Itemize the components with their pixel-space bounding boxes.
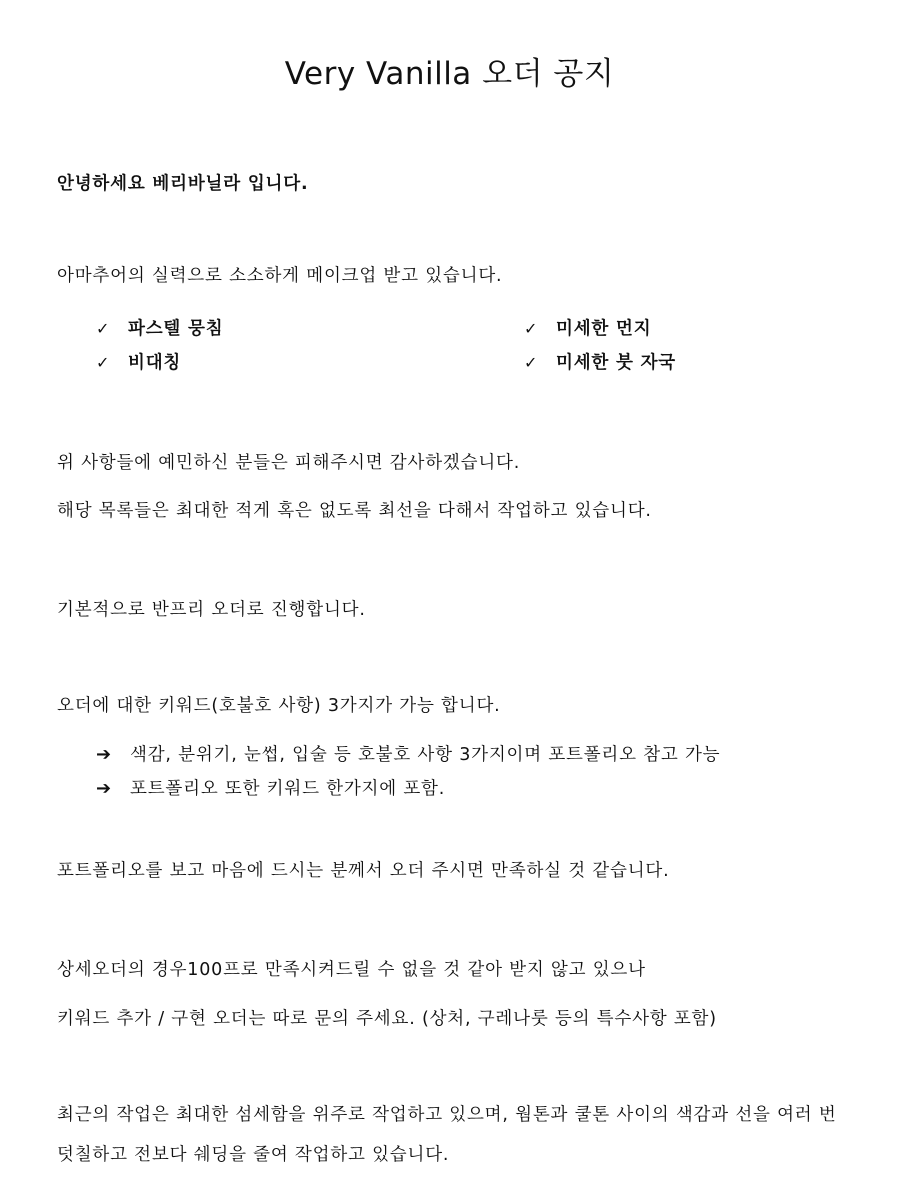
effort-note: 해당 목록들은 최대한 적게 혹은 없도록 최선을 다해서 작업하고 있습니다. bbox=[57, 501, 652, 521]
checklist-item bbox=[96, 315, 223, 340]
detail-order-note: 상세오더의 경우100프로 만족시켜드릴 수 없을 것 같아 받지 않고 있으나 bbox=[57, 960, 646, 980]
page-title: Very Vanilla 오더 공지 bbox=[284, 56, 615, 92]
basic-order-note: 기본적으로 반프리 오더로 진행합니다. bbox=[57, 600, 366, 620]
arrow-right-icon: ➔ bbox=[96, 744, 112, 765]
checklist-item bbox=[524, 349, 676, 374]
check-icon: ✓ bbox=[96, 353, 111, 372]
checklist-item bbox=[524, 315, 651, 340]
keyword-note: 오더에 대한 키워드(호불호 사항) 3가지가 가능 합니다. bbox=[57, 696, 501, 716]
checklist-item bbox=[96, 349, 181, 374]
checklist-item-label: 비대칭 bbox=[128, 353, 182, 373]
keyword-detail-label: 색감, 분위기, 눈썹, 입술 등 호불호 사항 3가지이며 포트폴리오 참고 가능 bbox=[130, 745, 721, 765]
check-icon: ✓ bbox=[524, 319, 539, 338]
keyword-detail-item bbox=[96, 741, 720, 766]
checklist-item-label: 미세한 붓 자국 bbox=[556, 353, 677, 373]
detail-order-inquiry: 키워드 추가 / 구현 오더는 따로 문의 주세요. (상처, 구레나룻 등의 특수사항 포함) bbox=[57, 1009, 717, 1029]
portfolio-note: 포트폴리오를 보고 마음에 드시는 분께서 오더 주시면 만족하실 것 같습니다. bbox=[57, 861, 670, 881]
sensitive-note: 위 사항들에 예민하신 분들은 피해주시면 감사하겠습니다. bbox=[57, 453, 521, 473]
check-icon: ✓ bbox=[524, 353, 539, 372]
checklist-item-label: 미세한 먼지 bbox=[556, 319, 652, 339]
arrow-right-icon: ➔ bbox=[96, 778, 112, 799]
recent-work-note: 최근의 작업은 최대한 섬세함을 위주로 작업하고 있으며, 웜톤과 쿨톤 사이의 색감과 선을 여러 번 덧칠하고 전보다 쉐딩을 줄여 작업하고 있습니다. bbox=[57, 1105, 837, 1165]
keyword-detail-label: 포트폴리오 또한 키워드 한가지에 포함. bbox=[130, 779, 446, 799]
check-icon: ✓ bbox=[96, 319, 111, 338]
keyword-detail-item bbox=[96, 775, 445, 800]
intro-text: 아마추어의 실력으로 소소하게 메이크업 받고 있습니다. bbox=[57, 266, 503, 286]
checklist-item-label: 파스텔 뭉침 bbox=[128, 319, 224, 339]
greeting-text: 안녕하세요 베리바닐라 입니다. bbox=[57, 174, 309, 194]
